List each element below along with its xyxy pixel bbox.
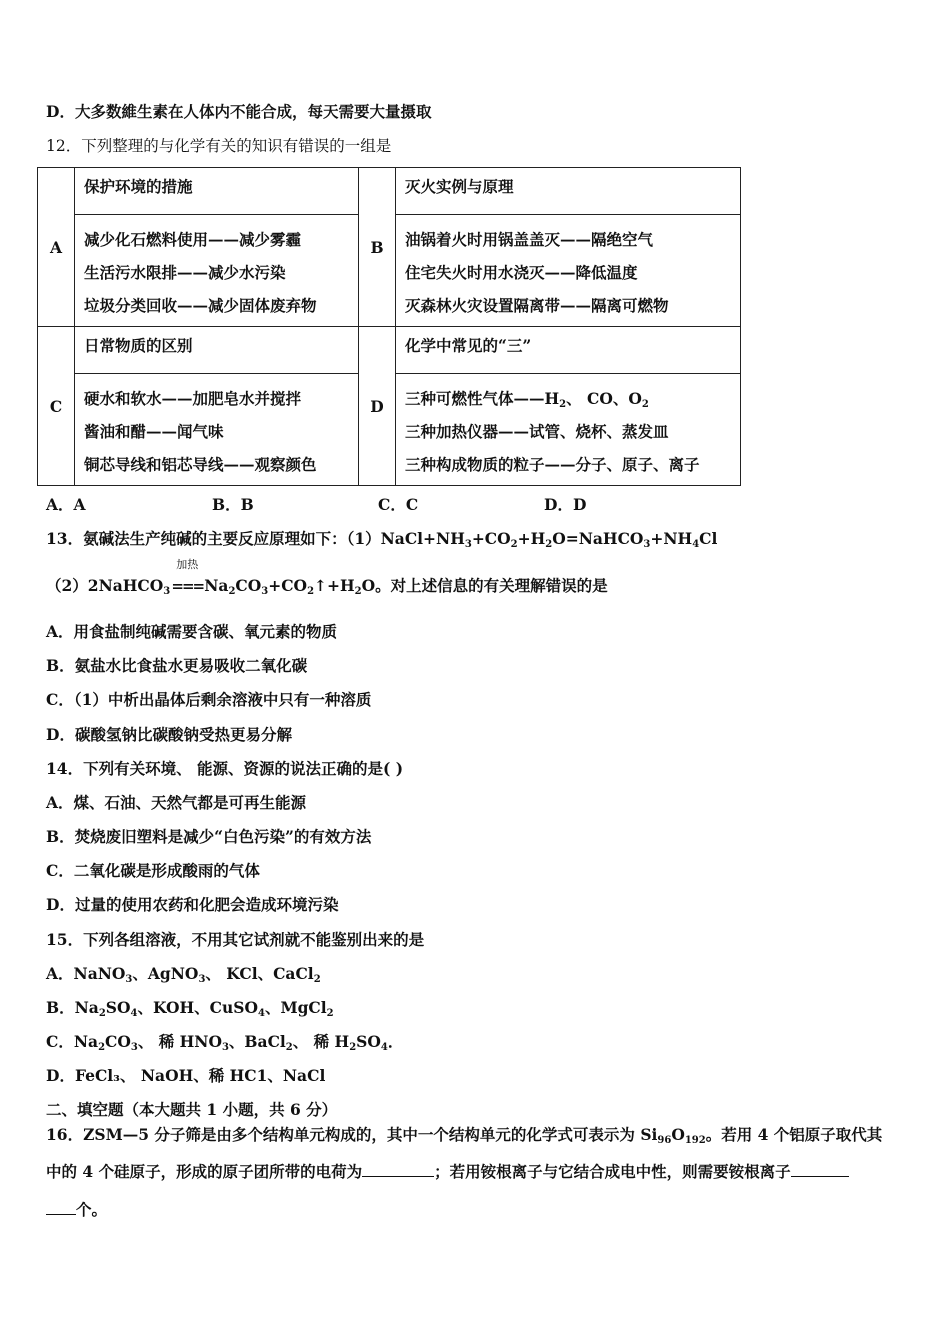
answer-blank-ammonium-cont[interactable]: [46, 1199, 76, 1215]
list-item: 硬水和软水——加肥皂水并搅拌: [84, 389, 302, 408]
list-item: 减少化石燃料使用——减少雾霾: [84, 230, 302, 249]
q16-line3: 个。: [46, 1199, 107, 1221]
row-label-c: C: [38, 327, 75, 486]
q12-option-d[interactable]: D．D: [544, 495, 587, 514]
q16-line1: 16．ZSM—5 分子筛是由多个结构单元构成的，其中一个结构单元的化学式可表示为 $Si_{96}O_{192}$。若用 4 个铝原子取代其: [46, 1125, 883, 1146]
cell-b-heading: 灭火实例与原理: [396, 168, 741, 215]
row-label-d: D: [359, 327, 396, 486]
q15-option-a: A．NaNO$_3$、AgNO$_3$、 KCl、CaCl$_2$: [46, 964, 321, 985]
q15-stem: 15．下列各组溶液，不用其它试剂就不能鉴别出来的是: [46, 930, 425, 949]
q12-option-c[interactable]: C．C: [378, 495, 419, 514]
cell-d-content: [396, 374, 741, 486]
cell-c-heading: 日常物质的区别: [75, 327, 359, 374]
list-item: 三种加热仪器——试管、烧杯、蒸发皿: [405, 422, 669, 441]
list-item: 三种构成物质的粒子——分子、原子、离子: [405, 455, 700, 474]
row-label-a: A: [38, 168, 75, 327]
q12-options: [46, 494, 710, 516]
q13-option-b: B．氨盐水比食盐水更易吸收二氧化碳: [46, 656, 308, 675]
list-item: 住宅失火时用水浇灭——降低温度: [405, 263, 638, 282]
q12-table: [37, 167, 741, 486]
q14-stem: 14．下列有关环境、 能源、资源的说法正确的是( ): [46, 759, 404, 778]
q14-option-b: B．焚烧废旧塑料是减少“白色污染”的有效方法: [46, 827, 372, 846]
q15-option-d: D．FeCl₃、 NaOH、稀 HC1、NaCl: [46, 1066, 326, 1085]
q13-stem-line2: （2）2NaHCO$_3$ 加热 $===Na_2CO_3+CO_2↑+H_2O$。对上述信息的有关理解错误的是: [46, 558, 608, 597]
q13-stem-line1: 13．氨碱法生产纯碱的主要反应原理如下：$(1)NaCl+NH_3+CO_2+H_2O=NaHCO_3+NH_4Cl$: [46, 529, 718, 550]
q12-stem: 12．下列整理的与化学有关的知识有错误的一组是: [46, 137, 392, 155]
list-item: 三种可燃性气体$——H_2$、 CO、$O_2$: [405, 389, 649, 410]
q16-line2: 中的 4 个硅原子，形成的原子团所带的电荷为 ；若用铵根离子与它结合成电中性，则需要铵根离子: [46, 1161, 849, 1183]
q15-option-c: C．$Na_2CO_3$、 稀 $HNO_3$、BaCl$_2$、 稀 $H_2SO_4$．: [46, 1032, 404, 1053]
cell-a-heading: 保护环境的措施: [75, 168, 359, 215]
list-item: 铜芯导线和铝芯导线——观察颜色: [84, 455, 317, 474]
list-item: 垃圾分类回收——减少固体废弃物: [84, 296, 317, 315]
q12-option-b[interactable]: B．B: [212, 495, 254, 514]
cell-c-content: [75, 374, 359, 486]
cell-a-content: [75, 215, 359, 327]
answer-blank-charge[interactable]: [362, 1161, 434, 1177]
cell-d-heading: 化学中常见的“三”: [396, 327, 741, 374]
q14-option-a: A．煤、石油、天然气都是可再生能源: [46, 793, 307, 812]
q13-option-a: A．用食盐制纯碱需要含碳、氧元素的物质: [46, 622, 338, 641]
section-title: 二、填空题（本大题共 1 小题，共 6 分）: [46, 1100, 338, 1119]
list-item: 油锅着火时用锅盖盖灭——隔绝空气: [405, 230, 654, 249]
list-item: 酱油和醋——闻气味: [84, 422, 224, 441]
q11-option-d: D．大多数維生素在人体内不能合成，每天需要大量摄取: [46, 102, 432, 121]
q15-option-b: B．$Na_2SO_4$、KOH、CuSO$_4$、MgCl$_2$: [46, 998, 334, 1019]
answer-blank-ammonium[interactable]: [791, 1161, 849, 1177]
row-label-b: B: [359, 168, 396, 327]
q14-option-c: C．二氧化碳是形成酸雨的气体: [46, 861, 260, 880]
list-item: 生活污水限排——减少水污染: [84, 263, 286, 282]
q13-option-d: D．碳酸氢钠比碳酸钠受热更易分解: [46, 725, 292, 744]
q12-option-a[interactable]: A．A: [46, 495, 86, 514]
list-item: 灭森林火灾设置隔离带——隔离可燃物: [405, 296, 669, 315]
q14-option-d: D．过量的使用农药和化肥会造成环境污染: [46, 895, 339, 914]
q13-option-c: C．（1）中析出晶体后剩余溶液中只有一种溶质: [46, 690, 372, 709]
cell-b-content: [396, 215, 741, 327]
heat-condition: 加热 ===: [171, 558, 204, 595]
